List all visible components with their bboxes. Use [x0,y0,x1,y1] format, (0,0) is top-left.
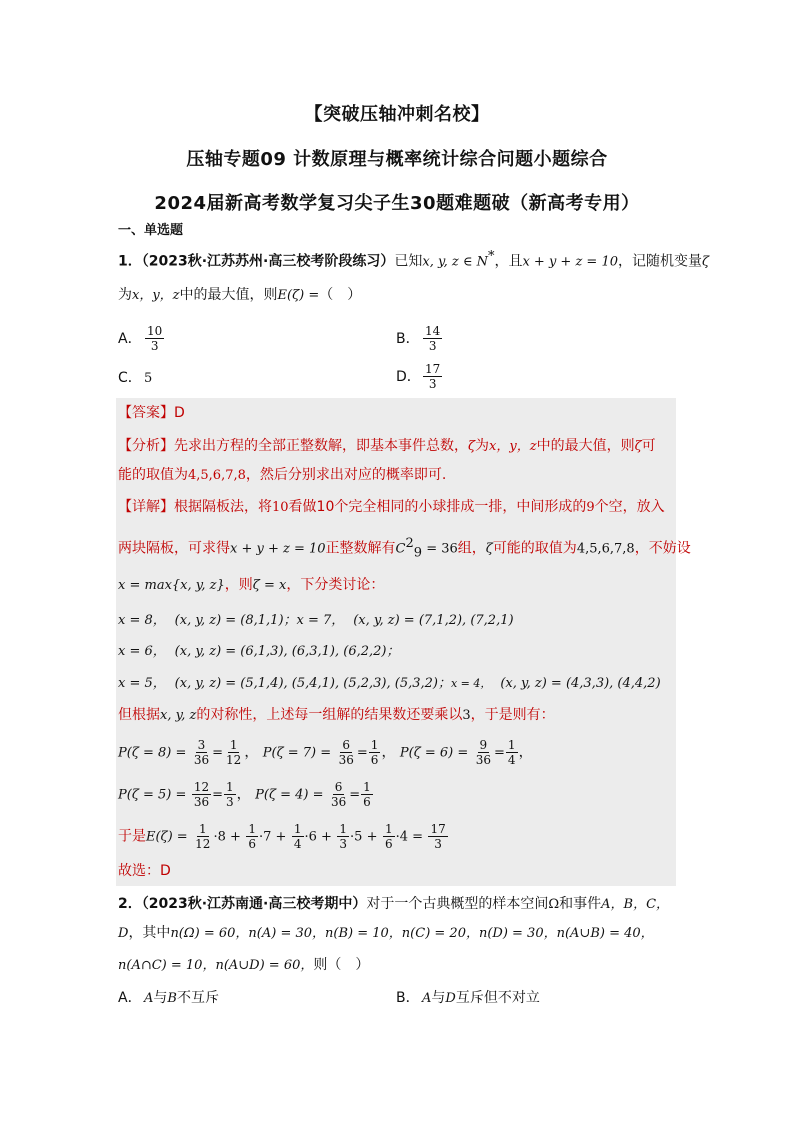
fraction [423,324,442,353]
omega: Ω [548,897,560,912]
q1-number: 1． [118,253,142,270]
case-x: x = 5， [118,676,166,691]
q2-formula: n(A∩C) = 10，n(A∪D) = 60， [118,958,314,973]
exp-term: ·7 + [258,829,287,845]
exp-term: ·5 + [350,829,378,845]
denominator: 6 [248,837,256,851]
case-line-3 [118,673,661,694]
numerator: 12 [193,780,210,794]
analysis-text: 能的取值为 [118,467,188,483]
numerator: 1 [229,738,238,752]
q2-option-a [118,988,219,1009]
numerator: 3 [197,738,206,752]
fraction [361,780,373,809]
numerator: 1 [339,822,348,836]
prob-lhs: P(ζ = 7) = [262,745,332,761]
exp-lhs: E(ζ) = [146,829,188,845]
prob-lhs: P(ζ = 6) = [399,745,469,761]
fraction [145,324,164,353]
event-d: D [118,926,129,941]
q2-stem-line2 [118,923,654,944]
prob-lhs: P(ζ = 4) = [255,787,324,803]
fraction [292,822,304,851]
q2-text: 对于一个古典概型的样本空间 [366,896,549,912]
q2-stem-line3 [118,955,369,976]
numerator: 1 [293,822,302,836]
q1-text: ，且 [494,253,523,270]
denominator: 4 [507,753,516,767]
numerator: 1 [198,822,207,836]
q2-text: ，其中 [128,925,171,941]
vars: x，y，z [489,439,537,454]
event: D [445,991,456,1006]
numerator: 10 [147,324,163,338]
numerator: 17 [425,362,441,376]
fraction [337,738,356,767]
numerator: 17 [430,822,446,836]
fraction [474,738,493,767]
detail-text: 看做 [288,499,317,515]
vars: x, y, z [160,708,197,723]
denominator: 3 [428,377,437,391]
exp-text: 于是 [118,828,146,845]
fraction [224,738,243,767]
zeta: ζ [485,541,493,557]
q1-stem-line1 [118,247,709,273]
denominator: 12 [226,753,242,767]
comb-sup: 2 [405,536,414,551]
detail-text: 根据隔板法，将 [174,499,272,515]
q1-source: （2023秋·江苏苏州·高三校考阶段练习） [141,253,395,270]
q1-text: 已知 [394,253,423,270]
q2-text: 和事件 [559,896,602,912]
detail-line1 [118,497,665,518]
fraction [246,822,258,851]
sym-text: 但根据 [118,707,160,723]
analysis-text: 先求出方程的全部正整数解，即基本事件总数， [174,438,468,454]
option-label: C． [118,370,142,386]
option-value: 5 [144,371,153,386]
detail-text: 正整数解有 [325,540,396,557]
detail-tag: 【详解】 [118,499,174,515]
q1-zeta: ζ [702,254,710,270]
case-tuples: (x, y, z) = (5,1,4), (5,4,1), (5,2,3), (5,3,2)； [174,676,451,691]
detail-text: ，下分类讨论： [286,577,385,593]
denominator: 3 [150,339,159,353]
case-line-1 [118,610,514,631]
numerator: 6 [334,780,343,794]
q2-option-b [396,988,540,1009]
exp-term: ·8 + [213,829,241,845]
option-label: B． [396,990,420,1006]
numerator: 1 [370,738,379,752]
event: A [422,991,432,1006]
numerator: 1 [507,738,516,752]
denominator: 12 [195,837,211,851]
analysis-text: 中的最大值，则 [536,438,635,454]
header-title-3: 2024届新高考数学复习尖子生30题难题破（新高考专用） [154,193,640,214]
fraction [192,738,211,767]
denominator: 36 [338,753,354,767]
q1-star: * [487,249,495,264]
exp-term: ·6 + [304,829,332,845]
case-tuples: (x, y, z) = (4,3,3), (4,4,2) [500,676,661,691]
detail-text: 组， [457,540,486,557]
denominator: 6 [384,837,393,851]
detail-text: 10个完全相同的小球排成一排，中间形成的 [316,499,587,515]
denominator: 4 [293,837,302,851]
q2-stem-line1 [118,894,669,915]
q1-text: 中的最大值，则 [179,287,278,303]
numerator: 1 [226,780,234,794]
number: 9 [586,500,595,515]
numerator: 1 [248,822,256,836]
q1-set: x, y, z ∈ N [422,254,488,270]
prob-lhs: P(ζ = 8) = [118,745,187,761]
denominator: 3 [434,837,442,851]
q1-text: ，记随机变量 [618,253,702,270]
fraction [329,780,348,809]
combination: C [395,541,406,557]
detail-text: ，则 [224,577,253,593]
number: 3 [462,708,471,723]
denominator: 6 [363,795,371,809]
q2-text: 与 [431,990,446,1006]
denominator: 36 [193,795,210,809]
detail-text: 可能的取值为 [492,540,577,557]
values: 4,5,6,7,8 [576,541,635,557]
q2-formula: n(Ω) = 60，n(A) = 30，n(B) = 10，n(C) = 20，n(D) = 30，n(A∪B) = 40， [170,926,654,941]
detail-line2 [118,534,691,563]
numerator: 1 [363,780,371,794]
event: A [144,991,154,1006]
option-label: A． [118,990,142,1006]
numerator: 6 [342,738,351,752]
detail-text: 两块隔板，可求得 [118,540,230,557]
prob-lhs: P(ζ = 5) = [118,787,187,803]
q1-option-c [118,368,152,389]
exp-term: ·4 = [395,829,424,845]
option-label: D． [396,368,421,385]
answer-line: 【答案】D [118,405,185,421]
events: A，B，C， [601,897,670,912]
q1-option-b [396,324,443,353]
fraction [428,822,447,851]
values: 4,5,6,7,8 [188,468,246,483]
sym-text: 的对称性，上述每一组解的结果数还要乘以 [196,707,463,723]
case-tuples: (x, y, z) = (6,1,3), (6,3,1), (6,2,2)； [174,644,400,659]
case-tuples: (x, y, z) = (8,1,1)； [174,613,297,628]
equation: x + y + z = 10 [230,541,326,557]
case-line-2 [118,641,400,662]
case-tuples: (x, y, z) = (7,1,2), (7,2,1) [353,613,514,628]
denominator: 3 [428,339,437,353]
symmetry-line [118,705,555,726]
fraction [506,738,518,767]
denominator: 36 [475,753,492,767]
denominator: 3 [226,795,234,809]
q1-text: 为 [118,287,132,303]
denominator: 6 [370,753,379,767]
fraction [337,822,349,851]
denominator: 3 [339,837,348,851]
prob-line-1: P(ζ = 8) = $\frac{3}{36}$ = $\frac{1}{12}$ ， P(ζ = 7) = $\frac{6}{36}$ = $\frac{1}{6}$ ， P(ζ = 6) = $\frac{9}{36}$ = $\frac{1}{4}$ ， [118,738,533,767]
q2-number: 2． [118,896,142,912]
q1-expectation: E(ζ) = [277,288,320,303]
q1-stem-line2 [118,285,361,306]
case-x: x = 7， [296,613,345,628]
zeta: ζ [634,439,642,454]
choose-line: 故选：D [118,863,171,879]
detail-line3 [118,575,384,596]
event: B [167,991,177,1006]
case-x: x = 4， [450,677,492,690]
header-title-2: 压轴专题09 计数原理与概率统计综合问题小题综合 [186,149,608,170]
fraction [193,822,212,851]
zeta: ζ [468,439,476,454]
analysis-tag: 【分析】 [118,438,174,454]
option-label: A． [118,330,142,347]
number: 10 [272,500,289,515]
option-label: B． [396,330,420,347]
comb-sub: 9 [413,545,423,561]
fraction [423,362,442,391]
header-title-1: 【突破压轴冲刺名校】 [304,104,490,125]
numerator: 14 [425,324,441,338]
equation: x = max{x, y, z} [118,578,225,593]
q2-text: 互斥但不对立 [455,990,540,1006]
prob-line-2: P(ζ = 5) = $\frac{12}{36}$ = $\frac{1}{3}$ ， P(ζ = 4) = $\frac{6}{36}$ = $\frac{1}{6}$ [118,780,371,809]
expectation-line [118,822,449,851]
case-x: x = 6， [118,644,166,659]
numerator: 9 [479,738,488,752]
comb-value: = 36 [422,541,458,557]
q1-equation: x + y + z = 10 [522,254,618,270]
denominator: 36 [193,753,210,767]
denominator: 36 [330,795,347,809]
sym-text: ，于是则有： [470,707,555,723]
numerator: 1 [384,822,393,836]
q2-text: 不互斥 [176,990,219,1006]
q1-option-a [118,324,165,353]
q1-text: （ ） [319,287,362,303]
analysis-line2 [118,465,446,486]
q2-source: （2023秋·江苏南通·高三校考期中） [141,896,367,912]
detail-text: 个空，放入 [594,499,665,515]
fraction [383,822,395,851]
q1-option-d [396,362,443,391]
q1-vars: x，y，z [132,288,180,303]
fraction [369,738,381,767]
detail-text: ，不妨设 [634,540,691,557]
fraction [192,780,211,809]
analysis-text: 为 [475,438,490,454]
analysis-text: 可 [641,438,656,454]
q2-text: 与 [153,990,168,1006]
analysis-text: ，然后分别求出对应的概率即可. [245,467,447,483]
case-x: x = 8， [118,613,166,628]
analysis-line1 [118,436,656,457]
section-label: 一、单选题 [118,223,184,238]
equation: ζ = x [252,578,287,593]
fraction [224,780,236,809]
q2-text: 则（ ） [313,957,370,973]
